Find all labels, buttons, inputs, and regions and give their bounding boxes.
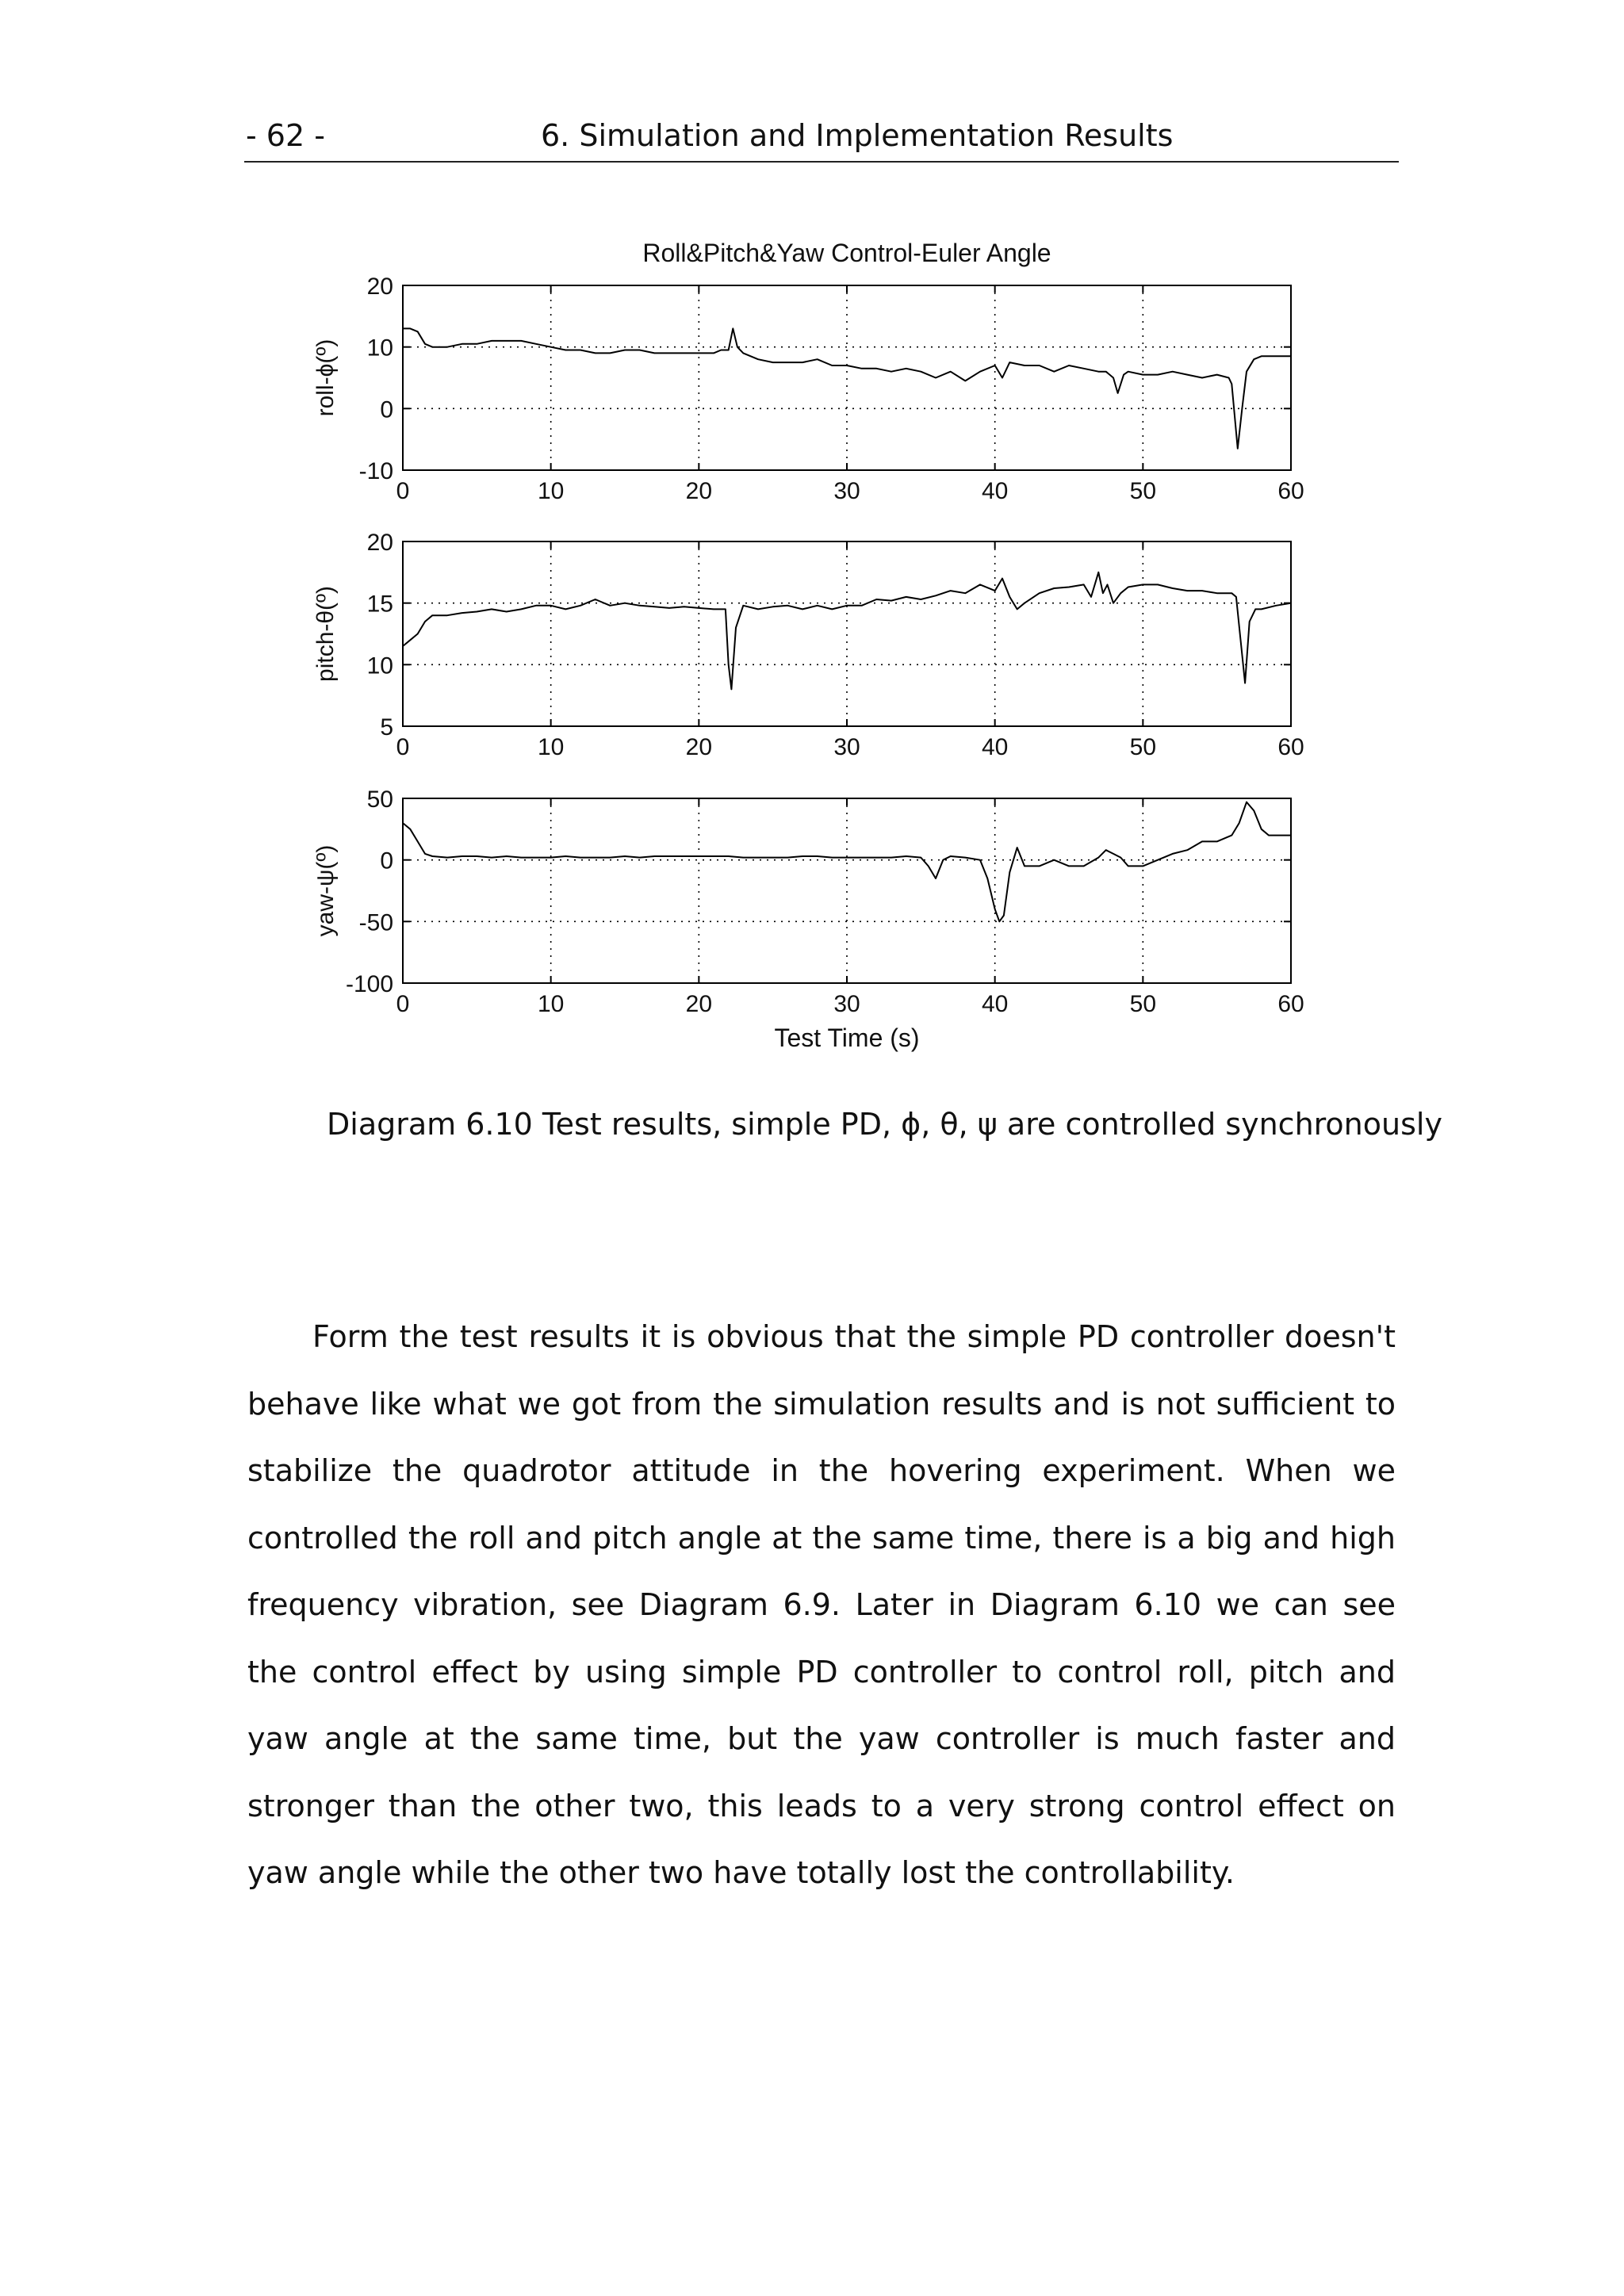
x-tick-label: 50 [1129, 478, 1157, 504]
y-tick-label: -100 [345, 971, 393, 997]
x-tick-label: 60 [1277, 991, 1304, 1017]
y-tick-label: 0 [380, 396, 393, 423]
figure-caption: Diagram 6.10 Test results, simple PD, ϕ, θ, ψ are controlled synchronously [327, 1107, 1442, 1142]
x-tick-label: 10 [537, 991, 565, 1017]
x-tick-label: 0 [396, 478, 410, 504]
x-tick-label: 40 [981, 734, 1009, 760]
x-tick-label: 0 [396, 991, 410, 1017]
y-tick-label: 20 [366, 530, 393, 556]
y-tick-label: -50 [358, 909, 393, 936]
page-number: - 62 - [246, 118, 325, 153]
subplot-3-ylabel: yaw-ψ(º) [312, 844, 339, 937]
y-tick-label: 10 [366, 335, 393, 362]
x-tick-label: 20 [685, 991, 713, 1017]
chapter-title: 6. Simulation and Implementation Results [541, 118, 1174, 153]
y-tick-label: 5 [380, 714, 393, 740]
x-tick-label: 40 [981, 991, 1009, 1017]
x-tick-label: 50 [1129, 734, 1157, 760]
chart-title: Roll&Pitch&Yaw Control-Euler Angle [642, 239, 1051, 267]
subplot-2-ylabel: pitch-θ(º) [312, 586, 339, 682]
y-tick-label: 10 [366, 652, 393, 679]
x-tick-label: 0 [396, 734, 410, 760]
x-tick-label: 60 [1277, 734, 1304, 760]
x-tick-label: 60 [1277, 478, 1304, 504]
page-header [244, 113, 1399, 163]
x-tick-label: 10 [537, 734, 565, 760]
x-tick-label: 30 [833, 991, 860, 1017]
y-tick-label: -10 [358, 458, 393, 484]
y-tick-label: 50 [366, 786, 393, 813]
y-tick-label: 20 [366, 274, 393, 300]
x-tick-label: 30 [833, 734, 860, 760]
body-paragraph: Form the test results it is obvious that the simple PD controller doesn't behave like what we got from the simulation results and is not sufficient to stabilize the quadrotor attitude in the hovering experiment. When we controlled the roll and pitch angle at the same time, there is a big and high frequency vibration, see Diagram 6.9. Later in Diagram 6.10 we can see the control effect by using simple PD controller to control roll, pitch and yaw angle at the same time, but the yaw controller is much faster and stronger than the other two, this leads to a very strong control effect on yaw angle while the other two have totally lost the controllability. [247, 1319, 1396, 1890]
y-tick-label: 0 [380, 848, 393, 874]
pitch-series-line [403, 572, 1291, 690]
subplot-1-ylabel: roll-ϕ(º) [312, 339, 339, 417]
x-axis-label: Test Time (s) [774, 1024, 920, 1052]
y-tick-label: 15 [366, 591, 393, 618]
x-tick-label: 40 [981, 478, 1009, 504]
x-tick-label: 50 [1129, 991, 1157, 1017]
x-tick-label: 20 [685, 734, 713, 760]
x-tick-label: 10 [537, 478, 565, 504]
body-text [247, 1303, 1396, 1907]
x-tick-label: 30 [833, 478, 860, 504]
x-tick-label: 20 [685, 478, 713, 504]
euler-angle-chart [285, 222, 1332, 1062]
